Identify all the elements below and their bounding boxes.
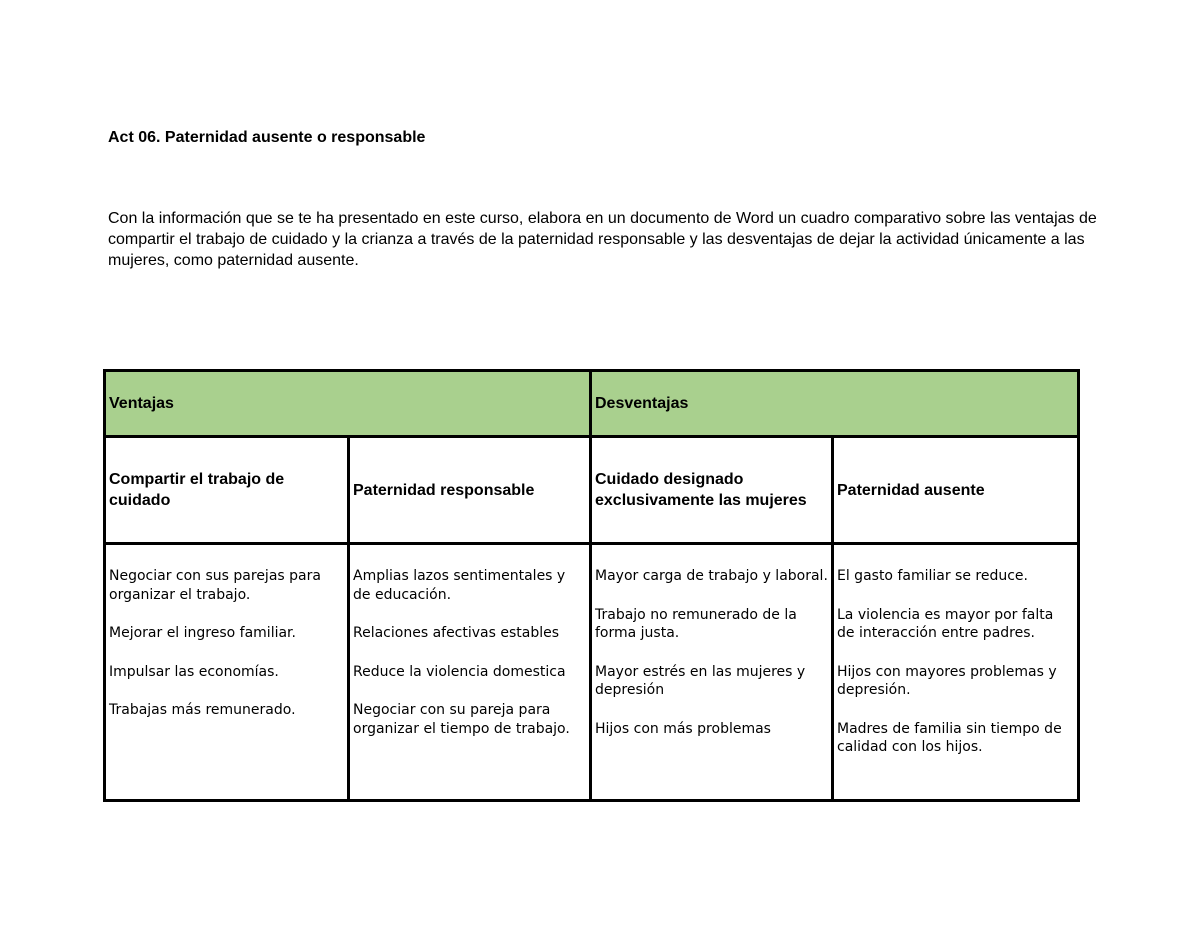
cell-cuidado-mujeres	[591, 544, 833, 801]
list-item: Mayor estrés en las mujeres y depresión	[595, 663, 806, 698]
list-item: Mejorar el ingreso familiar.	[109, 625, 296, 641]
table-subheader-row	[105, 437, 1079, 544]
cell-paternidad-responsable	[349, 544, 591, 801]
cell-paternidad-ausente	[833, 544, 1079, 801]
list-item: Reduce la violencia domestica	[353, 663, 566, 680]
list-item: Impulsar las economías.	[109, 663, 279, 680]
subheader-paternidad-responsable: Paternidad responsable	[349, 437, 591, 544]
list-item: Madres de familia sin tiempo de calidad con los hijos.	[837, 720, 1062, 755]
list-item: El gasto familiar se reduce.	[837, 568, 1028, 584]
table-header-row	[105, 371, 1079, 437]
list-item: Hijos con más problemas	[595, 720, 771, 737]
comparison-table	[103, 369, 1080, 802]
list-item: Amplias lazos sentimentales y de educación.	[353, 568, 566, 603]
list-item: Hijos con mayores problemas y depresión.	[837, 663, 1057, 698]
list-item: Negociar con sus parejas para organizar el trabajo.	[109, 568, 321, 603]
header-ventajas: Ventajas	[105, 371, 591, 437]
header-desventajas: Desventajas	[591, 371, 1079, 437]
subheader-cuidado-mujeres: Cuidado designado exclusivamente las mujeres	[591, 437, 833, 544]
list-item: Negociar con su pareja para organizar el tiempo de trabajo.	[353, 702, 570, 737]
subheader-compartir-trabajo: Compartir el trabajo de cuidado	[105, 437, 349, 544]
document-title: Act 06. Paternidad ausente o responsable	[108, 129, 426, 146]
instructions-paragraph: Con la información que se te ha presentado en este curso, elabora en un documento de Word un cuadro comparativo sobre las ventajas de compartir el trabajo de cuidado y la crianza a través de la paternidad responsable y las desventajas de dejar la actividad únicamente a las mujeres, como paternidad ausente.	[108, 210, 1097, 269]
cell-compartir-trabajo	[105, 544, 349, 801]
table-body-row	[105, 544, 1079, 801]
list-item: La violencia es mayor por falta de interacción entre padres.	[837, 606, 1054, 641]
list-item: Trabajo no remunerado de la forma justa.	[595, 606, 797, 641]
subheader-paternidad-ausente: Paternidad ausente	[833, 437, 1079, 544]
list-item: Relaciones afectivas estables	[353, 625, 560, 641]
list-item: Mayor carga de trabajo y laboral.	[595, 568, 828, 584]
list-item: Trabajas más remunerado.	[109, 702, 296, 718]
